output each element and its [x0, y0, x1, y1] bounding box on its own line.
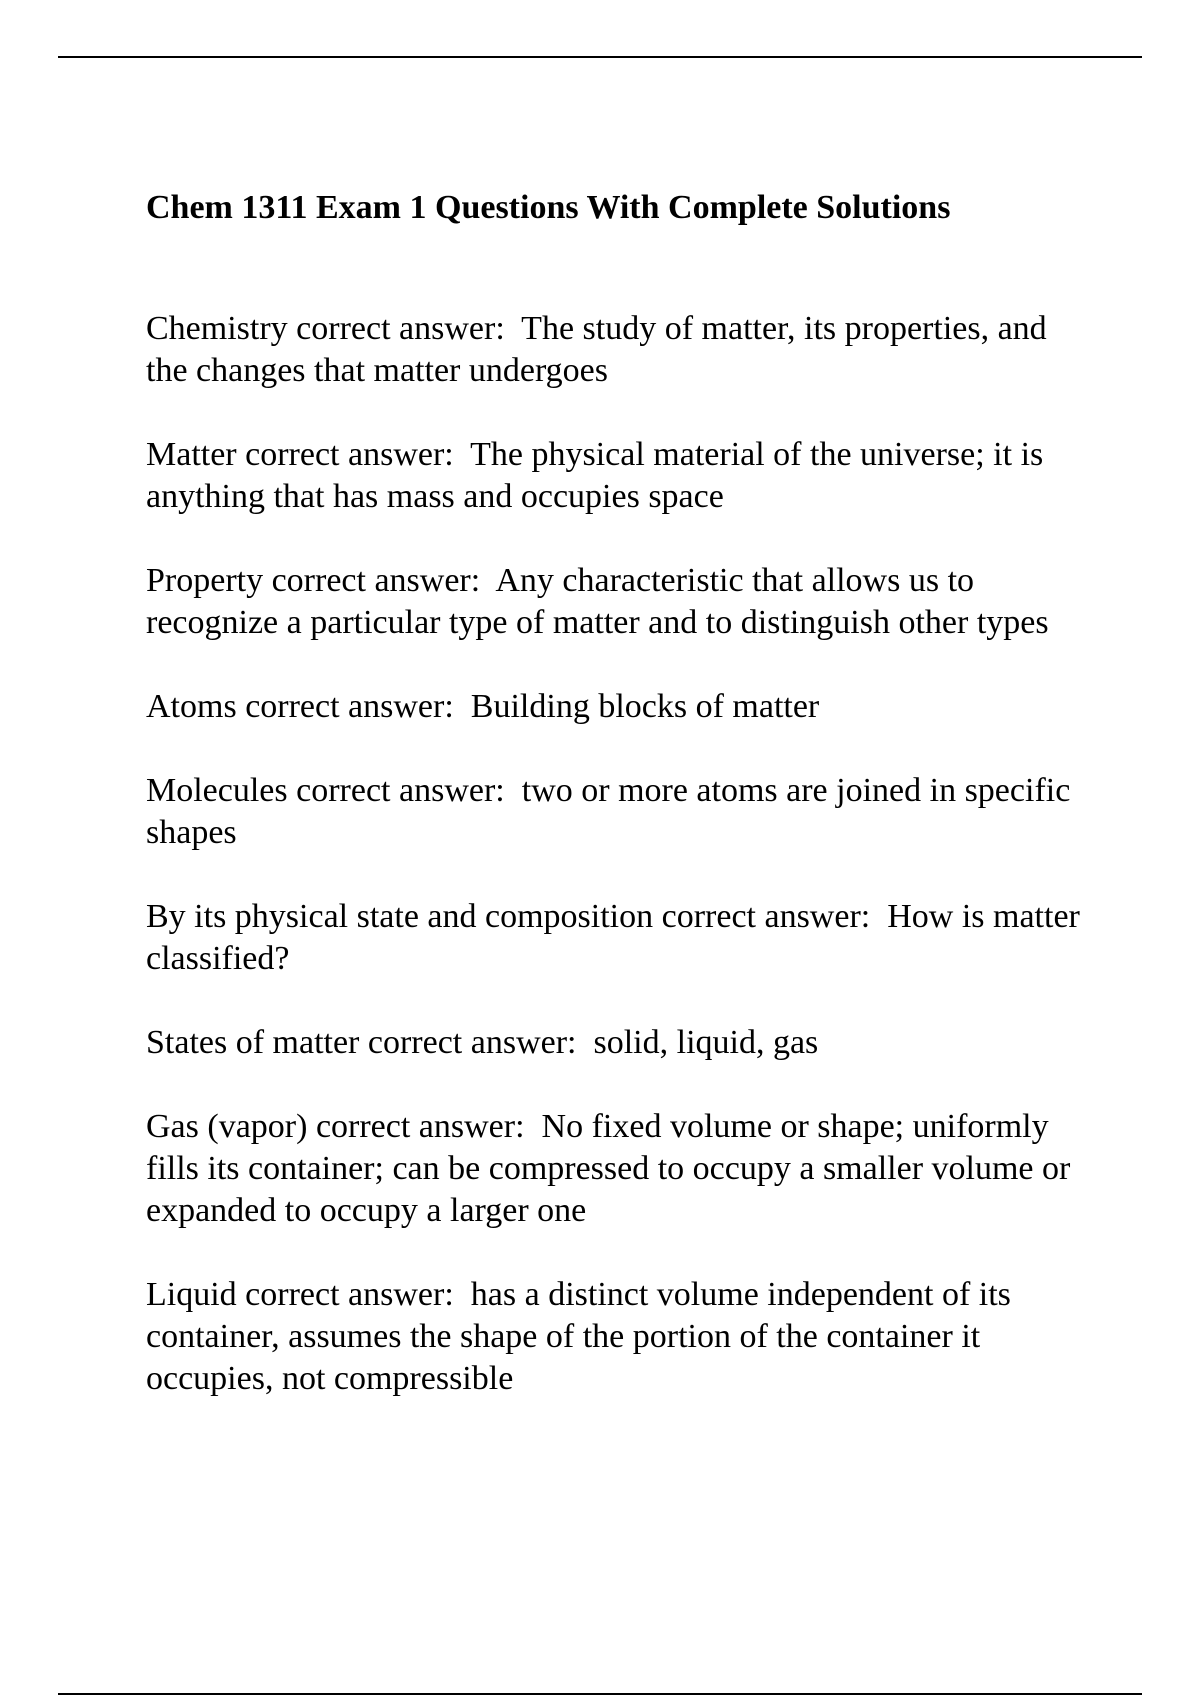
- qa-term: By its physical state and composition: [146, 898, 654, 935]
- qa-answer: No fixed volume or shape; uniformly fills its container; can be compressed to occupy a smaller volume or expanded to occupy a larger one: [146, 1108, 1071, 1229]
- qa-marker: correct answer:: [367, 1024, 577, 1061]
- qa-item: [146, 1022, 1086, 1064]
- qa-marker: correct answer:: [315, 1108, 525, 1145]
- qa-marker: correct answer:: [271, 562, 481, 599]
- qa-term: Matter: [146, 436, 237, 473]
- qa-marker: correct answer:: [296, 310, 505, 347]
- document-title: Chem 1311 Exam 1 Questions With Complete Solutions: [146, 189, 951, 226]
- qa-answer: How is matter classified?: [146, 898, 1080, 977]
- qa-marker: correct answer:: [245, 436, 454, 473]
- qa-answer: Any characteristic that allows us to recognize a particular type of matter and to distinguish other types: [146, 562, 1049, 641]
- qa-term: Chemistry: [146, 310, 288, 347]
- qa-item: [146, 560, 1086, 644]
- qa-answer: The physical material of the universe; it is anything that has mass and occupies space: [146, 436, 1044, 515]
- qa-answer: The study of matter, its properties, and the changes that matter undergoes: [146, 310, 1047, 389]
- qa-item: [146, 770, 1086, 854]
- qa-item: [146, 1274, 1086, 1400]
- qa-marker: correct answer:: [245, 688, 454, 725]
- qa-list: [146, 308, 1086, 1400]
- header-rule: [58, 56, 1142, 58]
- qa-term: Gas (vapor): [146, 1108, 308, 1145]
- qa-answer: Building blocks of matter: [470, 688, 820, 725]
- qa-answer: two or more atoms are joined in specific shapes: [146, 772, 1071, 851]
- qa-item: [146, 308, 1086, 392]
- qa-term: Liquid: [146, 1276, 237, 1313]
- qa-item: [146, 686, 1086, 728]
- document-body: [146, 186, 1086, 1442]
- qa-term: Molecules: [146, 772, 288, 809]
- qa-item: [146, 896, 1086, 980]
- qa-item: [146, 1106, 1086, 1232]
- qa-answer: solid, liquid, gas: [593, 1024, 819, 1061]
- qa-marker: correct answer:: [245, 1276, 454, 1313]
- qa-item: [146, 434, 1086, 518]
- qa-answer: has a distinct volume independent of its container, assumes the shape of the portion of the container it occupies, not compressible: [146, 1276, 1011, 1397]
- qa-term: States of matter: [146, 1024, 360, 1061]
- qa-term: Atoms: [146, 688, 237, 725]
- qa-marker: correct answer:: [296, 772, 505, 809]
- footer-rule: [58, 1693, 1142, 1695]
- qa-term: Property: [146, 562, 264, 599]
- qa-marker: correct answer:: [661, 898, 871, 935]
